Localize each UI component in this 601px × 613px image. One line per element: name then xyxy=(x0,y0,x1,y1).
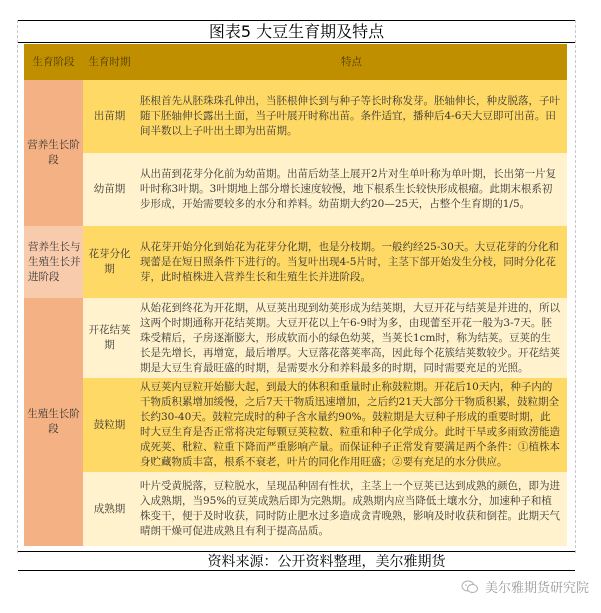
period-cell: 开花结荚期 xyxy=(83,298,136,378)
figure-title: 图表5 大豆生育期及特点 xyxy=(18,20,575,43)
description-cell: 叶片受黄脱落，豆粒脱水，呈现品种固有性状，主茎上一个豆荚已达到成熟的颜色，即为进入成熟期，当95%的豆荚成熟后即为完熟期。成熟期内应当降低土壤水分，加速种子和植株变干，便于及时收获，同时防止肥水过多造成贪青晚熟，影响及时收获和倒茬。此期天气晴朗干燥可促进成熟且有利于提高品质。 xyxy=(136,472,567,546)
table-row xyxy=(24,153,567,226)
watermark-text: 美尔雅期货研究院 xyxy=(484,581,589,596)
description-cell: 从始花到终花为开花期，从豆荚出现到幼荚形成为结荚期，大豆开花与结荚是并进的，所以这两个时期通称开花结荚期。大豆开花以上午6-9时为多，由现蕾至开花一般为3-7天。胚珠受精后，子房逐渐膨大，形成软而小的绿色幼荚，当荚长1cm时，称为结荚。豆荚的生长是先增长，再增宽，最后增厚。大豆落花落荚率高，因此每个花簇结荚数较少。开花结荚期是大豆生育最旺盛的时期，是需要水分和养料最多的时期，同时需要充足的光照。 xyxy=(136,298,567,378)
stage-cell: 营养生长阶段 xyxy=(24,80,83,226)
growth-stage-table xyxy=(24,44,567,546)
period-cell: 幼苗期 xyxy=(83,153,136,226)
description-cell: 从花芽开始分化到始花为花芽分化期，也是分枝期。一般约经25-30天。大豆花芽的分化和现蕾是在短日照条件下进行的。当复叶出现4-5片时，主茎下部开始发生分枝，同时分化花芽，此时植株进入营养生长和生殖生长并进阶段。 xyxy=(136,226,567,298)
table-row xyxy=(24,298,567,378)
description-cell: 从出苗到花芽分化前为幼苗期。出苗后幼茎上展开2片对生单叶称为单叶期，长出第一片复叶时称3叶期。3叶期地上部分增长速度较慢，地下根系生长较快形成根瘤。此期末根系初步形成，开始需要较多的水分和养料。幼苗期大约20—25天，占整个生育期的1/5。 xyxy=(136,153,567,226)
stage-cell: 生殖生长阶段 xyxy=(24,298,83,546)
description-cell: 胚根首先从胚珠珠孔伸出，当胚根伸长到与种子等长时称发芽。胚轴伸长，种皮脱落，子叶随下胚轴伸长露出土面，当子叶展开时称出苗。条件适宜，播种后4-6天大豆即可出苗。田间半数以上子叶出土即为出苗期。 xyxy=(136,80,567,153)
period-cell: 鼓粒期 xyxy=(83,378,136,472)
source-note: 资料来源：公开资料整理，美尔雅期货 xyxy=(18,551,575,571)
header-period: 生育时期 xyxy=(83,44,136,80)
table-row xyxy=(24,378,567,472)
description-cell: 从豆荚内豆粒开始膨大起，到最大的体积和重量时止称鼓粒期。开花后10天内，种子内的干物质积累增加缓慢，之后7天干物质迅速增加，之后约21天大部分干物质积累，鼓粒期全长约30-40天。鼓粒完成时的种子含水量约90%。鼓粒期是大豆种子形成的重要时期，此时大豆生育是否正常将决定每颗豆荚粒数、粒重和种子化学成分。此时干旱或多雨致涝能造成死荚、秕粒、粒重下降而严重影响产量。而保证种子正常发育要满足两个条件：①植株本身贮藏物质丰富，根系不衰老，叶片的同化作用旺盛；②要有充足的水分供应。 xyxy=(136,378,567,472)
table-header-row xyxy=(24,44,567,80)
header-stage: 生育阶段 xyxy=(24,44,83,80)
watermark xyxy=(461,577,589,596)
period-cell: 花芽分化期 xyxy=(83,226,136,298)
period-cell: 出苗期 xyxy=(83,80,136,153)
table-row xyxy=(24,80,567,153)
table-row xyxy=(24,226,567,298)
stage-cell: 营养生长与生殖生长并进阶段 xyxy=(24,226,83,298)
header-features: 特点 xyxy=(136,44,567,80)
period-cell: 成熟期 xyxy=(83,472,136,546)
table-row xyxy=(24,472,567,546)
wechat-icon xyxy=(461,580,479,594)
